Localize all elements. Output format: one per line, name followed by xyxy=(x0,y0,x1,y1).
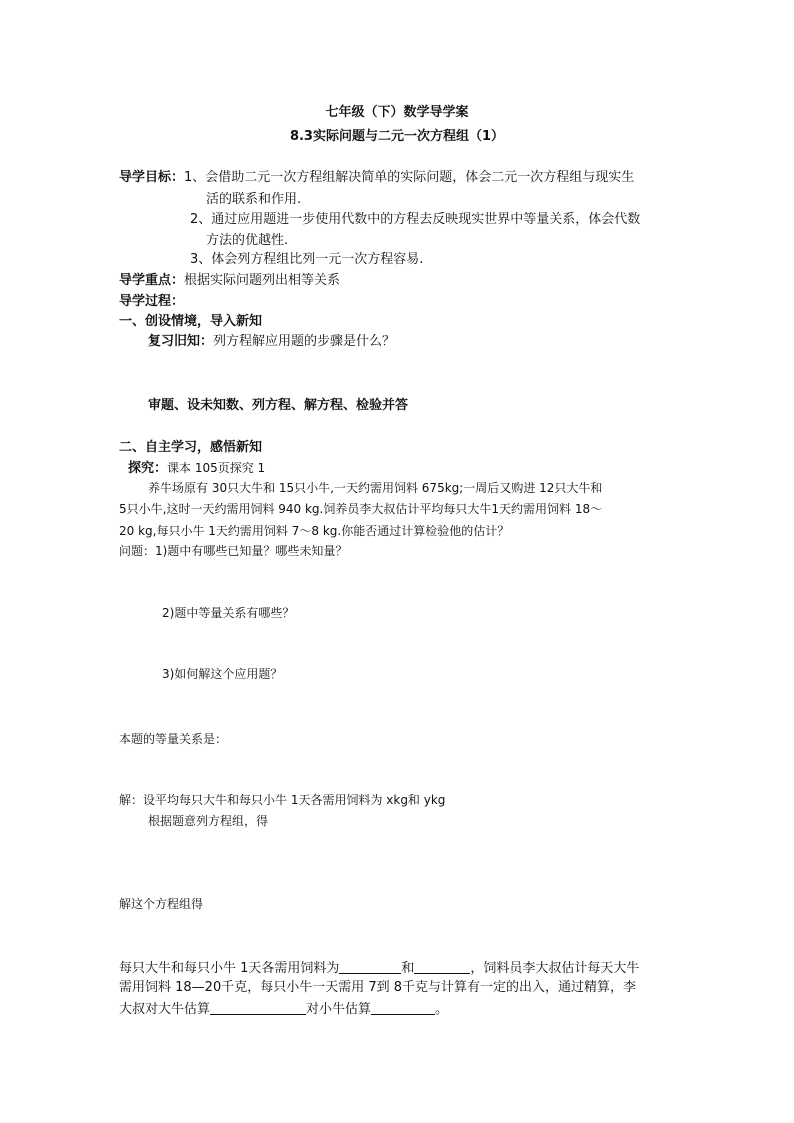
blank-small-cow-estimate[interactable] xyxy=(371,1002,435,1015)
steps-answer: 审题、设未知数、列方程、解方程、检验并答 xyxy=(148,398,409,413)
problem-line3: 20 kg,每只小牛 1天约需用饲料 7～8 kg.你能否通过计算检验他的估计？ xyxy=(119,524,510,538)
conclusion-text-f: 。 xyxy=(435,1002,449,1017)
objectives-item3: 3、体会列方程组比列一元一次方程容易. xyxy=(190,252,424,267)
objectives-item2-line2: 方法的优越性. xyxy=(206,233,289,248)
conclusion-text-d: 大叔对大牛估算 xyxy=(119,1002,211,1017)
conclusion-line2: 需用饲料 18—20千克，每只小牛一天需用 7到 8千克与计算有一定的出入，通过精算，李 xyxy=(119,980,637,995)
question-1-text: 1)题中有哪些已知量？哪些未知量？ xyxy=(155,544,348,558)
page-title: 七年级（下）数学导学案 xyxy=(325,105,469,120)
conclusion-line1 xyxy=(119,961,639,975)
review-label: 复习旧知： xyxy=(148,334,214,349)
focus-label: 导学重点： xyxy=(119,273,185,288)
conclusion-text-b: 和 xyxy=(401,961,415,976)
review-row xyxy=(148,335,395,348)
objectives-item1 xyxy=(119,171,634,184)
blank-small-cow-feed[interactable] xyxy=(414,961,470,974)
objectives-item1-line2: 活的联系和作用. xyxy=(206,192,302,207)
question-3: 3)如何解这个应用题？ xyxy=(162,667,283,681)
objectives-label: 导学目标： xyxy=(119,170,185,185)
conclusion-line3 xyxy=(119,1002,448,1016)
focus-row xyxy=(119,274,340,287)
question-1 xyxy=(119,545,347,557)
blank-big-cow-estimate[interactable] xyxy=(210,1002,306,1015)
process-label: 导学过程： xyxy=(119,294,185,309)
objectives-item1-line1: 1、会借助二元一次方程组解决简单的实际问题，体会二元一次方程组与现实生 xyxy=(184,170,635,185)
question-label: 问题： xyxy=(119,544,156,558)
explore-label: 探究： xyxy=(128,461,168,476)
problem-line2: 5只小牛,这时一天约需用饲料 940 kg.饲养员李大叔估计平均每只大牛1天约需用饲料 18～ xyxy=(119,502,603,516)
review-text: 列方程解应用题的步骤是什么？ xyxy=(213,334,396,349)
page-subtitle: 8.3实际问题与二元一次方程组（1） xyxy=(289,129,505,144)
question-2: 2)题中等量关系有哪些？ xyxy=(162,606,295,620)
solution-line2: 根据题意列方程组，得 xyxy=(148,814,269,828)
section2-heading: 二、自主学习，感悟新知 xyxy=(119,440,263,455)
conclusion-text-a: 每只大牛和每只小牛 1天各需用饲料为 xyxy=(119,961,340,976)
explore-row xyxy=(128,462,265,475)
solution-line1: 解：设平均每只大牛和每只小牛 1天各需用饲料为 xkg和 ykg xyxy=(119,793,446,807)
relation-prompt: 本题的等量关系是： xyxy=(119,732,228,746)
objectives-item2-line1: 2、通过应用题进一步使用代数中的方程去反映现实世界中等量关系，体会代数 xyxy=(190,212,641,227)
problem-line1: 养牛场原有 30只大牛和 15只小牛,一天约需用饲料 675kg;一周后又购进 12只大牛和 xyxy=(148,481,603,495)
section1-heading: 一、创设情境，导入新知 xyxy=(119,314,263,329)
conclusion-text-c: ，饲料员李大叔估计每天大牛 xyxy=(470,961,640,976)
blank-big-cow-feed[interactable] xyxy=(339,961,401,974)
conclusion-text-e: 对小牛估算 xyxy=(306,1002,372,1017)
solution-line3: 解这个方程组得 xyxy=(119,897,204,911)
explore-text: 课本 105页探究 1 xyxy=(167,461,266,475)
focus-text: 根据实际问题列出相等关系 xyxy=(184,273,341,288)
